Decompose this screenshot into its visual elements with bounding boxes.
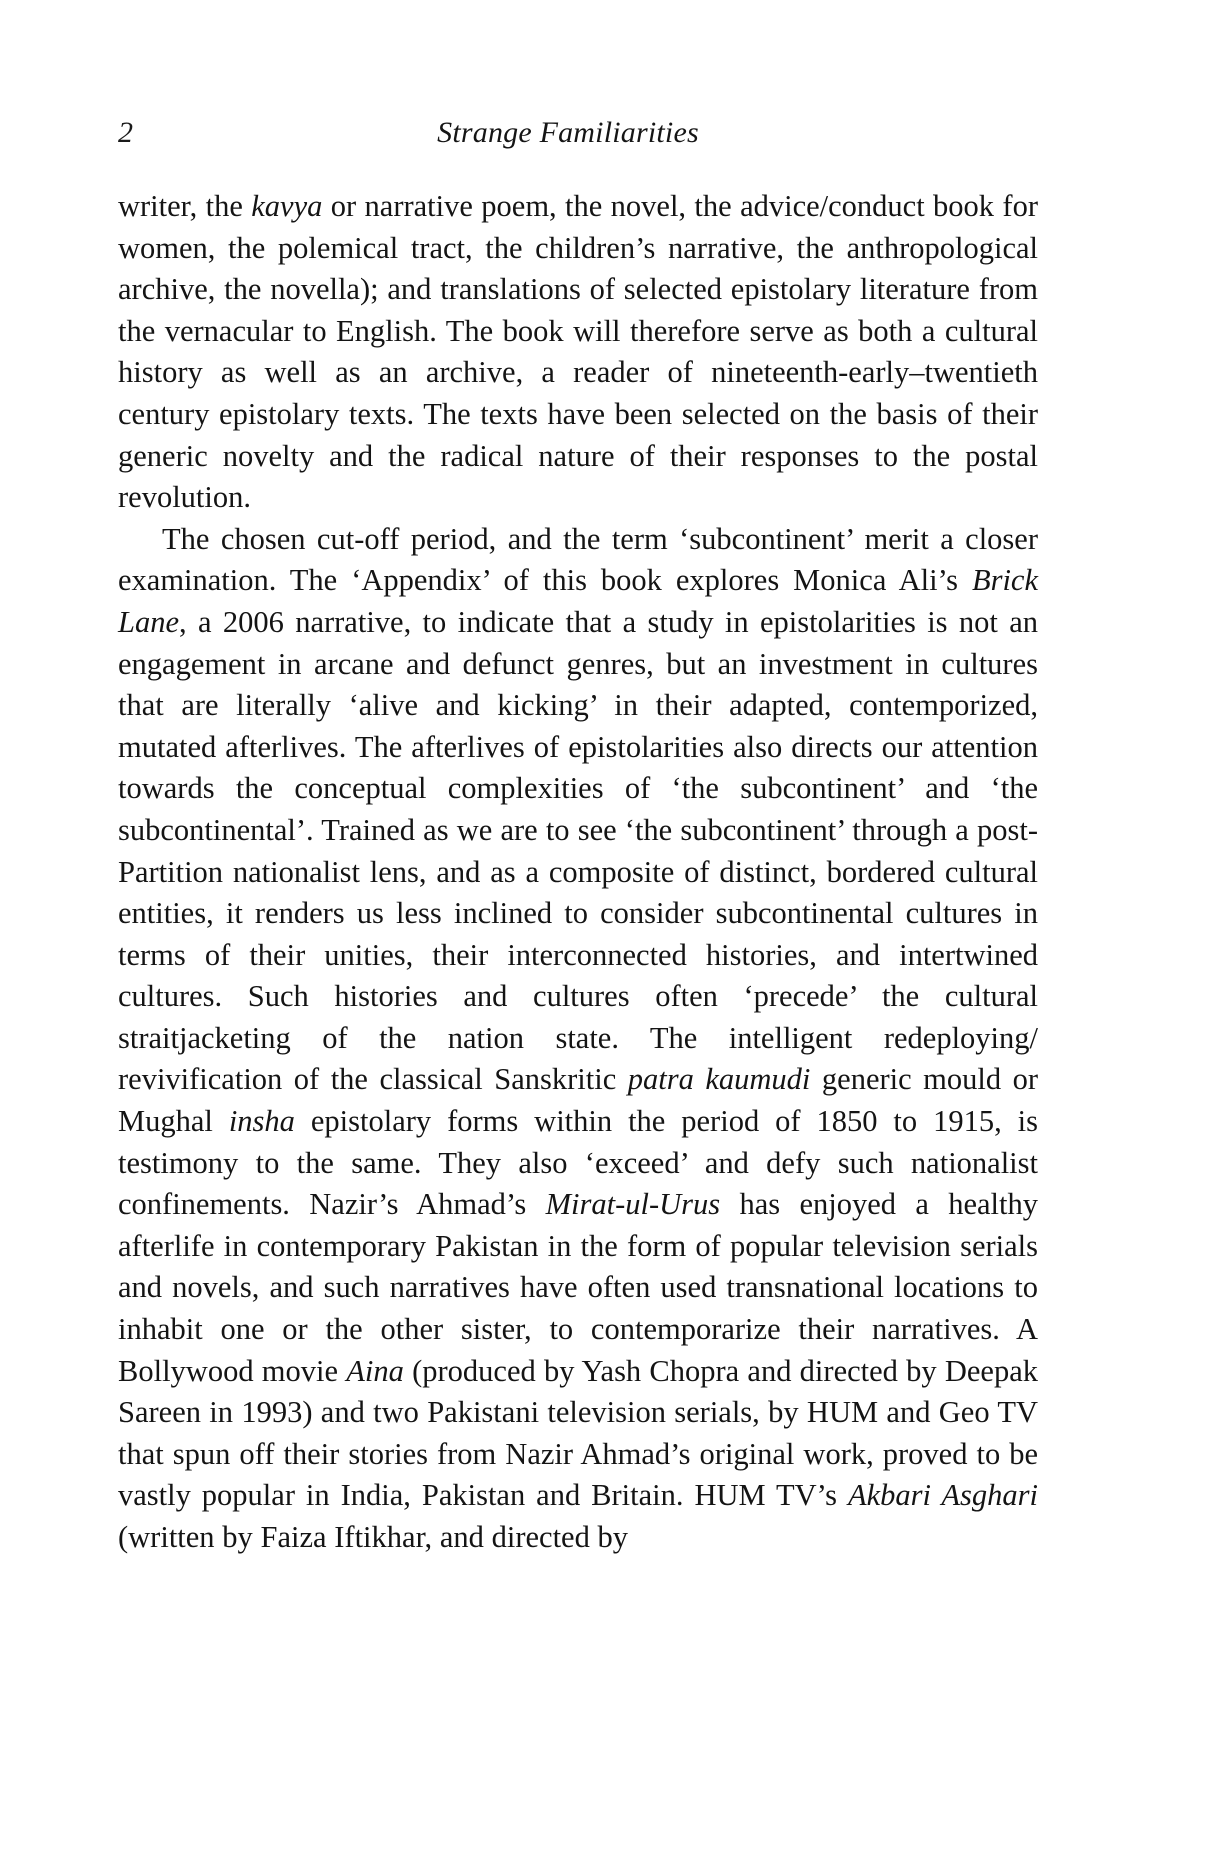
text-run: generic mould or Mughal (118, 1062, 1039, 1139)
paragraph (118, 186, 1038, 519)
italic-term: Mirat-ul-Urus (545, 1187, 721, 1222)
running-head-title: Strange Familiarities (437, 116, 699, 149)
text-run: (written by Faiza Iftikhar, and directed by (118, 1520, 629, 1554)
text-run: (produced by Yash Chopra and directed by Deepak Sareen in 1993) and two Pakistani television serials, by HUM and Geo TV that spun off their stories from Nazir Ahmad’s original work, proved to be vastly popular in India, Pakistan and Britain. HUM TV’s (118, 1353, 1038, 1513)
text-run: , a 2006 narrative, to indicate that a study in epistolarities is not an engagement in arcane and defunct genres, but an investment in cultures that are literally ‘alive and kicking’ in their adapted, contemporized, mutated afterlives. The afterlives of epistolarities also directs our attention towards the conceptual complexities of ‘the subcontinent’ and ‘the subcontinental’. Trained as we are to see ‘the subcontinent’ through a post-Partition nationalist lens, and as a composite of distinct, bordered cultural entities, it renders us less inclined to consider subcontinental cultures in terms of their unities, their interconnected histories, and intertwined cultures. Such histories and cultures often ‘precede’ the cultural straitjacketing of the nation state. The intelligent redeploying/ revivification of the classical Sanskritic (118, 604, 1038, 1097)
body-text-block (118, 186, 1038, 1559)
running-head (118, 118, 1038, 162)
italic-term: Brick Lane (118, 563, 1038, 639)
text-run: has enjoyed a healthy afterlife in contemporary Pakistan in the form of popular television serials and novels, and such narratives have often used transnational locations to inhabit one or the other sister, to contemporarize their narratives. A Bollywood movie (118, 1187, 1039, 1388)
page-number: 2 (118, 116, 133, 149)
paragraph (118, 519, 1038, 1559)
italic-term: Aina (346, 1353, 404, 1388)
italic-term: insha (228, 1104, 295, 1139)
italic-term: patra kaumudi (627, 1062, 811, 1097)
text-run: or narrative poem, the novel, the advice/conduct book for women, the polemical tract, the children’s narrative, the anthropological archive, the novella); and translations of selected epistolary literature from the vernacular to English. The book will therefore serve as both a cultural history as well as an archive, a reader of nineteenth-early–twentieth century epistolary texts. The texts have been selected on the basis of their generic novelty and the radical nature of their responses to the postal revolution. (118, 189, 1038, 515)
italic-term: kavya (251, 189, 323, 223)
text-run: writer, the (118, 189, 252, 223)
text-run: The chosen cut-off period, and the term ‘subcontinent’ merit a closer examination. The ‘Appendix’ of this book explores Monica Ali’s (118, 521, 1038, 598)
text-run: epistolary forms within the period of 1850 to 1915, is testimony to the same. They also ‘exceed’ and defy such nationalist confinements. Nazir’s Ahmad’s (118, 1104, 1039, 1222)
italic-term: Akbari Asghari (847, 1478, 1038, 1513)
